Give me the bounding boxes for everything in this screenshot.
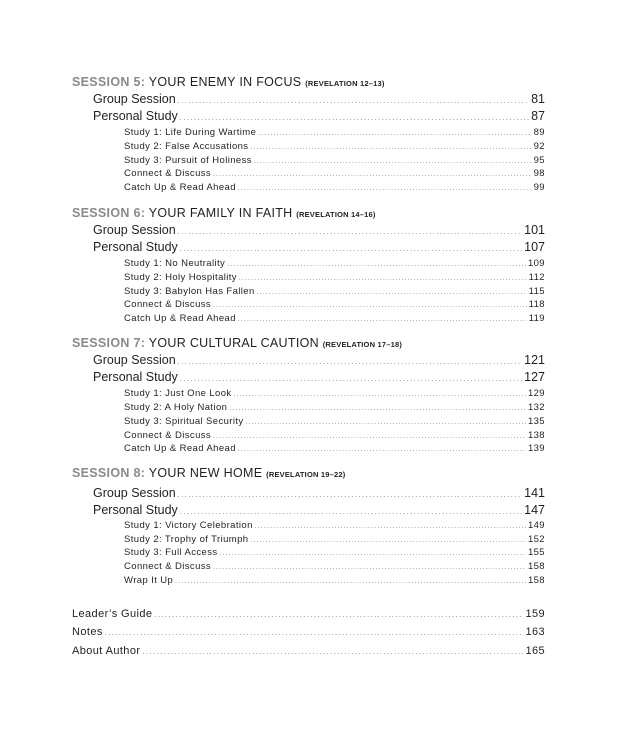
session-heading [72,335,545,353]
dot-leader [227,262,526,268]
toc-entry-page: 149 [527,520,545,531]
toc-subentry[interactable] [124,574,545,587]
toc-entry-label: About Author [72,645,141,657]
toc-subentry[interactable] [124,298,545,311]
session-heading [72,465,545,483]
dot-leader [257,290,527,296]
dot-leader [250,145,531,151]
toc-subentry[interactable] [124,312,545,325]
toc-entry-label: Study 1: Victory Celebration [124,520,253,531]
session-reference: (REVELATION 14–16) [296,210,376,219]
dot-leader [250,538,525,544]
toc-entry-label: Study 2: Holy Hospitality [124,272,237,283]
toc-entry-about-author[interactable] [72,644,545,659]
toc-entry-group-session[interactable] [93,485,545,501]
toc-subentry[interactable] [124,560,545,573]
toc-entry-group-session[interactable] [93,222,545,238]
toc-entry-page: 141 [524,486,545,500]
toc-entry-page: 129 [527,388,545,399]
toc-entry-label: Wrap It Up [124,575,174,586]
session-number: SESSION 5: [72,75,146,89]
toc-entry-page: 89 [533,127,545,138]
toc-entry-personal-study[interactable] [93,108,545,124]
dot-leader [142,649,523,656]
toc-entry-page: 139 [527,443,545,454]
toc-entry-page: 147 [524,503,545,517]
toc-entry-label: Personal Study [93,109,178,123]
session-title: YOUR NEW HOME [148,466,263,480]
toc-entry-personal-study[interactable] [93,369,545,385]
toc-entry-leaders-guide[interactable] [72,607,545,622]
toc-entry-page: 121 [524,353,545,367]
toc-entry-page: 159 [525,608,545,620]
toc-entry-page: 158 [527,561,545,572]
toc-entry-page: 127 [524,370,545,384]
session-heading [72,74,545,92]
toc-entry-page: 152 [527,534,545,545]
session-title: YOUR ENEMY IN FOCUS [148,75,302,89]
dot-leader [234,392,526,398]
toc-entry-page: 107 [524,240,545,254]
dot-leader [178,229,522,236]
dot-leader [255,524,526,530]
toc-entry-label: Study 2: Trophy of Triumph [124,534,249,545]
toc-entry-page: 98 [533,168,545,179]
dot-leader [229,406,526,412]
toc-subentry[interactable] [124,181,545,194]
dot-leader [213,565,526,571]
session-number: SESSION 6: [72,206,146,220]
session-number: SESSION 7: [72,336,146,350]
dot-leader [213,434,526,440]
toc-entry-label: Connect & Discuss [124,299,212,310]
dot-leader [220,551,526,557]
dot-leader [213,172,532,178]
toc-entry-label: Study 3: Babylon Has Fallen [124,286,255,297]
session-reference: (REVELATION 19–22) [266,470,346,479]
session-reference: (REVELATION 17–18) [322,340,403,349]
dot-leader [213,303,527,309]
session-title: YOUR CULTURAL CAUTION [148,336,319,350]
toc-entry-label: Group Session [93,223,176,237]
toc-subentry[interactable] [124,271,545,284]
toc-entry-page: 119 [528,313,545,324]
toc-entry-group-session[interactable] [93,352,545,368]
toc-entry-page: 101 [524,223,545,237]
toc-subentry[interactable] [124,429,545,442]
dot-leader [238,447,526,453]
session-heading [72,205,545,223]
toc-entry-page: 138 [527,430,545,441]
toc-entry-label: Group Session [93,486,176,500]
toc-entry-label: Personal Study [93,370,178,384]
dot-leader [105,630,524,637]
toc-subentry[interactable] [124,285,545,298]
toc-entry-label: Catch Up & Read Ahead [124,182,236,193]
toc-entry-personal-study[interactable] [93,502,545,518]
toc-subentry[interactable] [124,154,545,167]
toc-subentry[interactable] [124,442,545,455]
toc-entry-label: Study 3: Spiritual Security [124,416,244,427]
toc-entry-label: Study 2: A Holy Nation [124,402,228,413]
dot-leader [238,317,527,323]
toc-entry-page: 158 [527,575,545,586]
toc-subentry[interactable] [124,533,545,546]
toc-entry-page: 135 [527,416,545,427]
dot-leader [175,579,526,585]
toc-entry-page: 115 [528,286,545,297]
dot-leader [178,359,522,366]
dot-leader [180,246,522,253]
toc-subentry[interactable] [124,167,545,180]
toc-entry-label: Group Session [93,353,176,367]
toc-entry-label: Catch Up & Read Ahead [124,313,236,324]
dot-leader [178,492,522,499]
toc-entry-label: Connect & Discuss [124,168,212,179]
toc-entry-page: 92 [533,141,545,152]
toc-entry-page: 118 [528,299,545,310]
toc-entry-page: 132 [527,402,545,413]
toc-subentry[interactable] [124,126,545,139]
dot-leader [180,115,529,122]
toc-subentry[interactable] [124,546,545,559]
dot-leader [180,509,522,516]
toc-subentry[interactable] [124,140,545,153]
dot-leader [246,420,526,426]
toc-entry-label: Study 1: No Neutrality [124,258,226,269]
toc-entry-page: 165 [525,645,545,657]
toc-entry-page: 109 [527,258,545,269]
toc-entry-page: 95 [533,155,545,166]
toc-entry-label: Study 1: Life During Wartime [124,127,257,138]
session-title: YOUR FAMILY IN FAITH [148,206,293,220]
toc-subentry[interactable] [124,387,545,400]
toc-entry-page: 81 [531,92,545,106]
toc-subentry[interactable] [124,401,545,414]
toc-subentry[interactable] [124,257,545,270]
toc-entry-label: Study 1: Just One Look [124,388,232,399]
toc-entry-label: Catch Up & Read Ahead [124,443,236,454]
session-number: SESSION 8: [72,466,146,480]
toc-entry-label: Group Session [93,92,176,106]
toc-entry-label: Connect & Discuss [124,561,212,572]
toc-entry-page: 112 [528,272,545,283]
dot-leader [258,131,531,137]
dot-leader [254,159,532,165]
session-reference: (REVELATION 12–13) [305,79,385,88]
toc-entry-label: Study 3: Pursuit of Holiness [124,155,252,166]
toc-entry-label: Personal Study [93,503,178,517]
dot-leader [180,376,522,383]
dot-leader [154,612,523,619]
toc-entry-page: 99 [533,182,545,193]
toc-entry-label: Notes [72,626,103,638]
dot-leader [239,276,527,282]
toc-subentry[interactable] [124,519,545,532]
toc-entry-page: 87 [531,109,545,123]
toc-entry-group-session[interactable] [93,91,545,107]
toc-entry-notes[interactable] [72,625,545,640]
toc-entry-label: Study 2: False Accusations [124,141,249,152]
toc-entry-page: 163 [525,626,545,638]
toc-entry-label: Personal Study [93,240,178,254]
toc-subentry[interactable] [124,415,545,428]
toc-entry-label: Connect & Discuss [124,430,212,441]
toc-entry-personal-study[interactable] [93,239,545,255]
toc-entry-label: Leader’s Guide [72,608,153,620]
toc-entry-label: Study 3: Full Access [124,547,218,558]
dot-leader [178,98,529,105]
dot-leader [238,186,532,192]
toc-entry-page: 155 [527,547,545,558]
